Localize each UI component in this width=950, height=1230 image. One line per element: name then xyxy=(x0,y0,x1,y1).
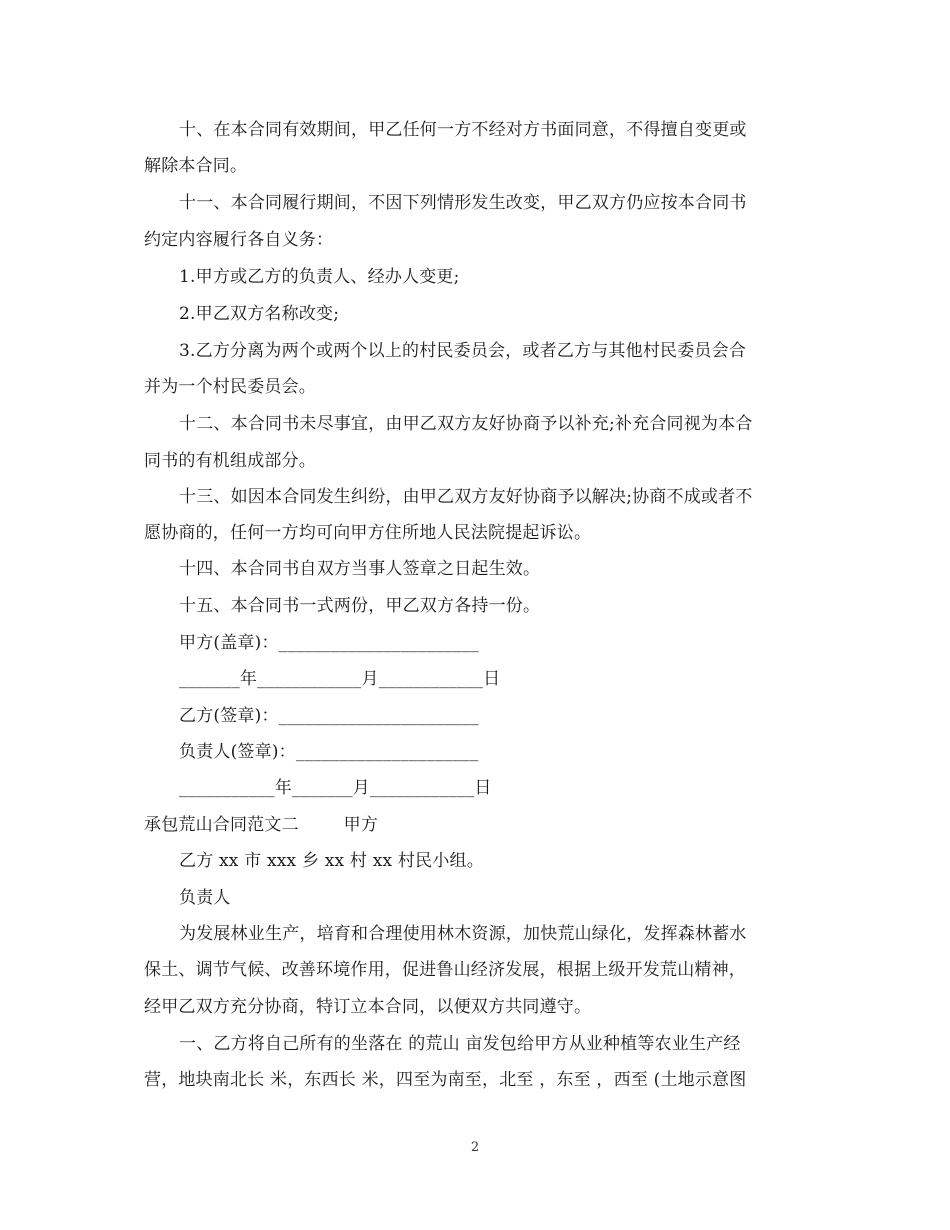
clause-12-line-1: 十二、本合同书未尽事宜，由甲乙双方友好协商予以补充;补充合同视为本合 xyxy=(179,414,753,434)
clause-15: 十五、本合同书一式两份，甲乙双方各持一份。 xyxy=(179,596,541,616)
party-b-date-line: ___________年_______月____________日 xyxy=(179,778,492,798)
preamble-line-1: 为发展林业生产，培育和合理使用林木资源，加快荒山绿化，发挥森林蓄水 xyxy=(179,924,747,944)
clause-12-line-2: 同书的有机组成部分。 xyxy=(144,451,316,471)
clause-11-line-2: 约定内容履行各自义务： xyxy=(144,230,334,250)
article-1-line-2: 营，地块南北长 米，东西长 米，四至为南至，北至 ，东至 ，西至 (土地示意图 xyxy=(144,1070,747,1090)
responsible-person-label: 负责人 xyxy=(179,888,231,908)
clause-11-item-2: 2.甲乙双方名称改变; xyxy=(179,304,340,324)
party-a-seal-line: 甲方(盖章)：_______________________ xyxy=(179,633,479,653)
party-b-signature-line: 乙方(签章)：_______________________ xyxy=(179,706,479,726)
article-1-line-1: 一、乙方将自己所有的坐落在 的荒山 亩发包给甲方从业种植等农业生产经 xyxy=(179,1034,741,1054)
section-title: 承包荒山合同范文二 甲方 xyxy=(144,815,379,835)
responsible-person-signature-line: 负责人(签章)：_____________________ xyxy=(179,742,479,762)
clause-11-item-3-line-1: 3.乙方分离为两个或两个以上的村民委员会，或者乙方与其他村民委员会合 xyxy=(179,341,747,361)
preamble-line-3: 经甲乙双方充分协商，特订立本合同，以便双方共同遵守。 xyxy=(144,997,592,1017)
party-a-date-line: _______年____________月____________日 xyxy=(179,669,501,689)
clause-10-line-1: 十、在本合同有效期间，甲乙任何一方不经对方书面同意，不得擅自变更或 xyxy=(179,120,747,140)
clause-11-item-3-line-2: 并为一个村民委员会。 xyxy=(144,377,316,397)
clause-10-line-2: 解除本合同。 xyxy=(144,156,248,176)
clause-14: 十四、本合同书自双方当事人签章之日起生效。 xyxy=(179,559,541,579)
party-b-info: 乙方 xx 市 xxx 乡 xx 村 xx 村民小组。 xyxy=(179,851,484,871)
clause-13-line-2: 愿协商的，任何一方均可向甲方住所地人民法院提起诉讼。 xyxy=(144,523,592,543)
preamble-line-2: 保土、调节气候、改善环境作用，促进鲁山经济发展，根据上级开发荒山精神， xyxy=(144,960,746,980)
clause-11-line-1: 十一、本合同履行期间，不因下列情形发生改变，甲乙双方仍应按本合同书 xyxy=(179,193,747,213)
clause-13-line-1: 十三、如因本合同发生纠纷，由甲乙双方友好协商予以解决;协商不成或者不 xyxy=(179,487,753,507)
page-number: 2 xyxy=(470,1140,480,1155)
clause-11-item-1: 1.甲方或乙方的负责人、经办人变更; xyxy=(179,267,460,287)
